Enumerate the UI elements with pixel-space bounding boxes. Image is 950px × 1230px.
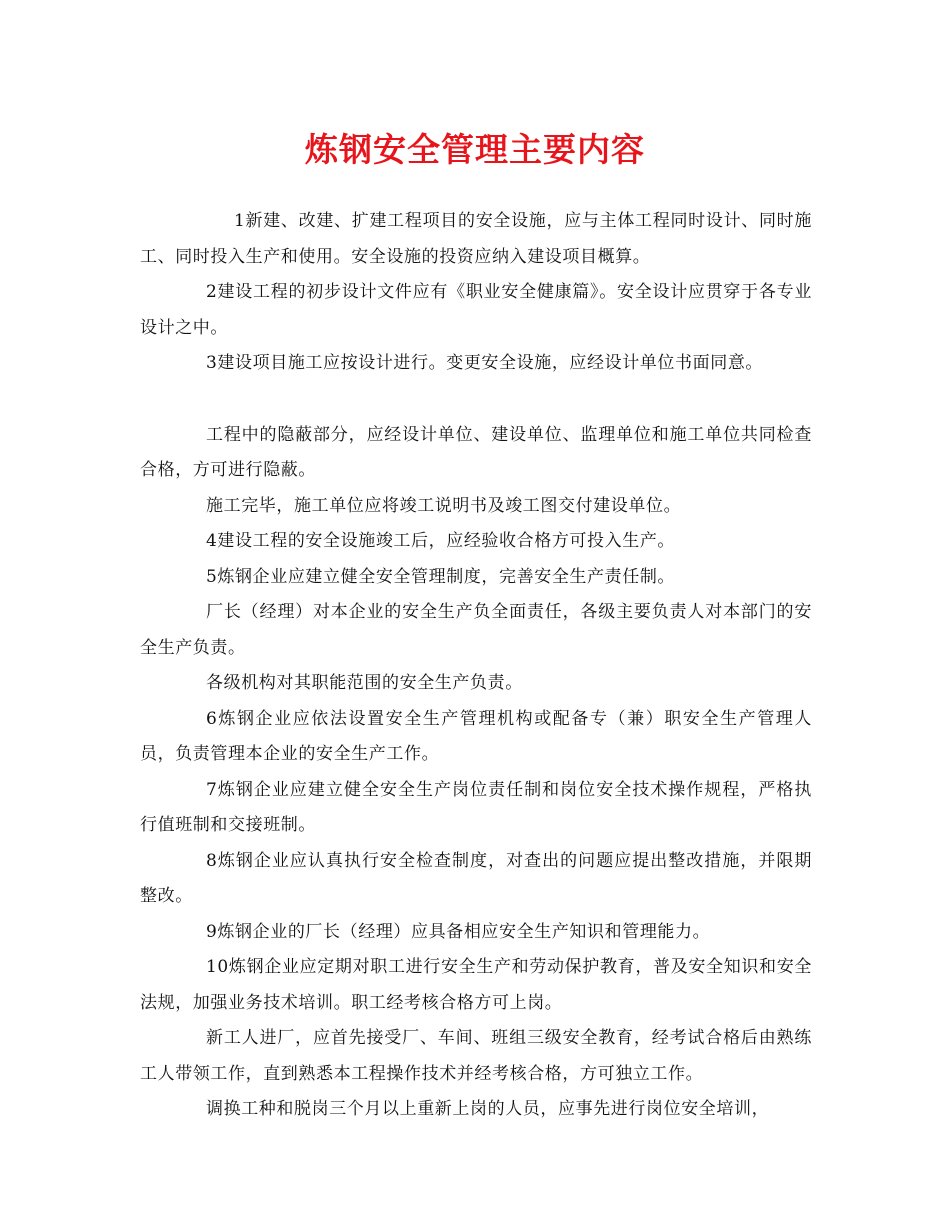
blank-line <box>140 382 812 418</box>
paragraph: 厂长（经理）对本企业的安全生产负全面责任，各级主要负责人对本部门的安全生产负责。 <box>140 602 812 658</box>
paragraph: 调换工种和脱岗三个月以上重新上岗的人员，应事先进行岗位安全培训， <box>206 1099 770 1119</box>
paragraph: 1新建、改建、扩建工程项目的安全设施，应与主体工程同时设计、同时施工、同时投入生产和使用。安全设施的投资应纳入建设项目概算。 <box>140 211 812 267</box>
paragraph: 8炼钢企业应认真执行安全检查制度，对查出的问题应提出整改措施，并限期整改。 <box>140 850 812 906</box>
paragraph: 9炼钢企业的厂长（经理）应具备相应安全生产知识和管理能力。 <box>206 921 711 942</box>
paragraph: 各级机构对其职能范围的安全生产负责。 <box>206 673 523 693</box>
paragraph: 2建设工程的初步设计文件应有《职业安全健康篇》。安全设计应贯穿于各专业设计之中。 <box>140 282 812 338</box>
paragraph: 7炼钢企业应建立健全安全生产岗位责任制和岗位安全技术操作规程，严格执行值班制和交接班制。 <box>140 779 812 835</box>
paragraph: 10炼钢企业应定期对职工进行安全生产和劳动保护教育，普及安全知识和安全法规，加强业务技术培训。职工经考核合格方可上岗。 <box>140 957 812 1013</box>
paragraph: 6炼钢企业应依法设置安全生产管理机构或配备专（兼）职安全生产管理人员，负责管理本企业的安全生产工作。 <box>140 708 812 764</box>
paragraph: 施工完毕，施工单位应将竣工说明书及竣工图交付建设单位。 <box>206 495 682 516</box>
paragraph: 新工人进厂，应首先接受厂、车间、班组三级安全教育，经考试合格后由熟练工人带领工作，直到熟悉本工程操作技术并经考核合格，方可独立工作。 <box>140 1028 812 1084</box>
paragraph: 4建设工程的安全设施竣工后，应经验收合格方可投入生产。 <box>206 531 676 551</box>
document-title: 炼钢安全管理主要内容 <box>305 130 645 169</box>
paragraph: 5炼钢企业应建立健全安全管理制度，完善安全生产责任制。 <box>206 566 676 587</box>
paragraph: 3建设项目施工应按设计进行。变更安全设施，应经设计单位书面同意。 <box>206 353 764 373</box>
document-body <box>140 204 812 1128</box>
paragraph: 工程中的隐蔽部分，应经设计单位、建设单位、监理单位和施工单位共同检查合格，方可进行隐蔽。 <box>140 424 812 480</box>
